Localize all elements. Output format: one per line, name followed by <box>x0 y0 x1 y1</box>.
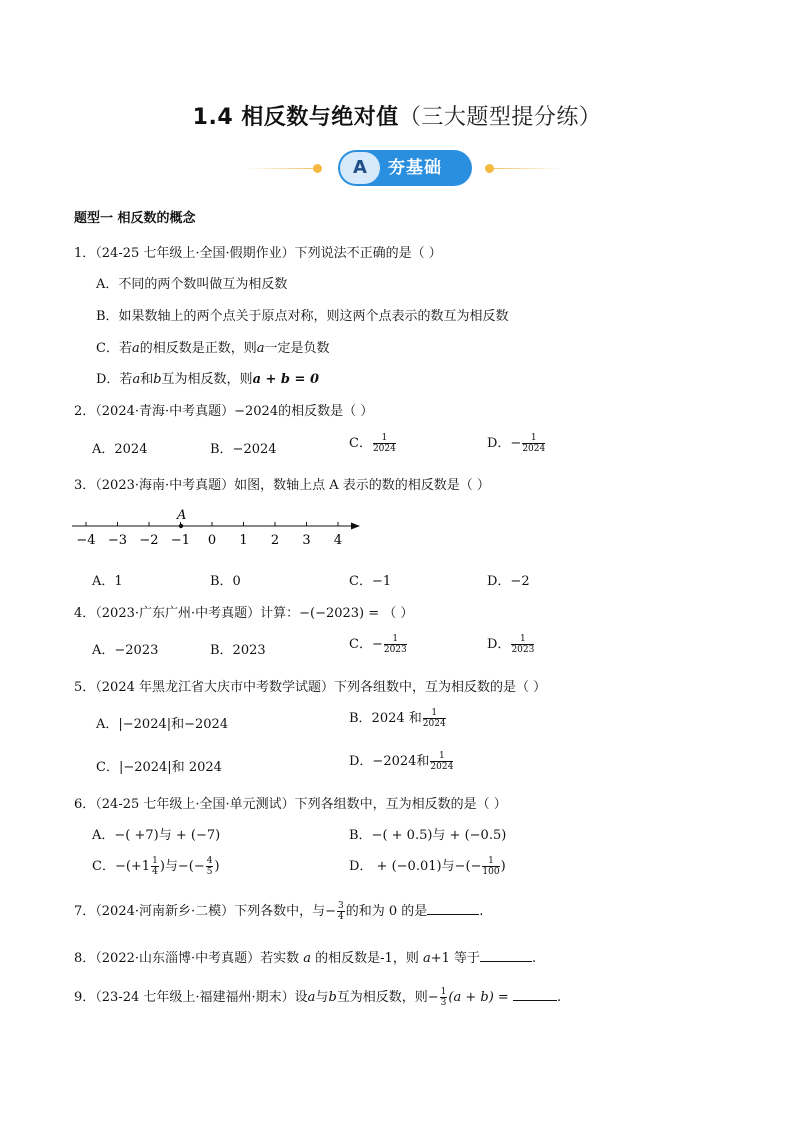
point-a-label: A <box>177 508 187 523</box>
question-7: 7．（2024·河南新乡·二模）下列各数中，与− $\frac{3}{4}$ 的和为 0 的是 . <box>74 901 484 922</box>
question-1-option-a: A．不同的两个数叫做互为相反数 <box>96 277 288 292</box>
question-6-option-b: B．−( + 0.5)与 + (−0.5) <box>349 828 507 843</box>
right-decoration-line <box>494 168 562 169</box>
number-line-tick-label: −1 <box>170 533 191 548</box>
question-8: 8．（2022·山东淄博·中考真题）若实数 a 的相反数是-1，则 a+1 等于 . <box>74 951 537 966</box>
number-line-tick-label: −2 <box>139 533 159 548</box>
right-decoration-dot <box>485 164 494 173</box>
question-2-option-a: A．2024 <box>92 442 148 457</box>
question-3-option-a: A．1 <box>92 574 123 589</box>
level-badge <box>338 150 472 186</box>
number-line-tick-label: −4 <box>76 533 96 548</box>
question-6-stem: 6．（24-25 七年级上·全国·单元测试）下列各组数中，互为相反数的是（ ） <box>74 797 507 812</box>
question-3-option-d: D．−2 <box>487 574 530 589</box>
number-line-tick-label: 4 <box>333 533 343 548</box>
number-line-tick-label: 0 <box>207 533 217 548</box>
number-line-arrow <box>351 523 360 530</box>
question-3-stem: 3．（2023·海南·中考真题）如图，数轴上点 A 表示的数的相反数是（ ） <box>74 478 490 493</box>
question-1-option-b: B．如果数轴上的两个点关于原点对称，则这两个点表示的数互为相反数 <box>96 309 509 324</box>
question-6-option-d: D． + (−0.01)与−(− $\frac{1}{100}$ ) <box>349 856 506 877</box>
question-6-option-a: A．−( +7)与 + (−7) <box>92 828 221 843</box>
question-3-option-b: B．0 <box>210 574 241 589</box>
question-2-option-b: B．−2024 <box>210 442 277 457</box>
section-heading: 题型一 相反数的概念 <box>74 211 196 226</box>
question-5-option-d: D．−2024和 $\frac{1}{2024}$ <box>349 751 454 772</box>
question-5-option-a: A．|−2024|和−2024 <box>96 717 229 732</box>
question-2-stem: 2．（2024·青海·中考真题）−2024的相反数是（ ） <box>74 404 374 419</box>
question-4-option-c: C．− $\frac{1}{2023}$ <box>349 634 407 655</box>
number-line <box>70 505 370 549</box>
question-5-option-c: C．|−2024|和 2024 <box>96 760 222 775</box>
point-a-dot <box>179 524 183 528</box>
question-2-option-d: D．− $\frac{1}{2024}$ <box>487 433 546 454</box>
question-5-option-b: B．2024 和 $\frac{1}{2024}$ <box>349 708 446 729</box>
answer-blank <box>427 902 479 915</box>
title-sub: （三大题型提分练） <box>398 105 602 130</box>
question-4-stem: 4．（2023·广东广州·中考真题）计算：−(−2023) = （ ） <box>74 606 414 621</box>
number-line-tick-label: 2 <box>270 533 280 548</box>
badge-text: 夯基础 <box>388 158 442 178</box>
left-decoration-line <box>245 168 313 169</box>
answer-blank <box>480 949 532 962</box>
number-line-tick-label: 1 <box>239 533 248 548</box>
question-3-option-c: C．−1 <box>349 574 392 589</box>
question-1-option-d: D．若a和b互为相反数，则a + b = 0 <box>96 372 320 387</box>
question-1-stem: 1．（24-25 七年级上·全国·假期作业）下列说法不正确的是（ ） <box>74 246 442 261</box>
question-4-option-b: B．2023 <box>210 643 266 658</box>
answer-blank <box>513 988 557 1001</box>
badge-letter: A <box>340 152 380 184</box>
question-4-option-d: D． $\frac{1}{2023}$ <box>487 634 535 655</box>
number-line-tick-label: −3 <box>107 533 128 548</box>
question-9: 9．（23-24 七年级上·福建福州·期末）设a与b互为相反数，则− $\frac{1}{3}$ (a + b) = . <box>74 987 562 1008</box>
question-5-stem: 5．（2024 年黑龙江省大庆市中考数学试题）下列各组数中，互为相反数的是（ ） <box>74 680 547 695</box>
page-title <box>0 100 794 131</box>
number-line-tick-label: 3 <box>302 533 311 548</box>
question-6-option-c: C．−(+1 $\frac{1}{4}$ )与−(− $\frac{4}{5}$ ) <box>92 856 220 877</box>
left-decoration-dot <box>313 164 322 173</box>
question-1-option-c: C．若a的相反数是正数，则a一定是负数 <box>96 341 330 356</box>
question-2-option-c: C． $\frac{1}{2024}$ <box>349 433 396 454</box>
section-badge-row <box>0 150 794 186</box>
question-4-option-a: A．−2023 <box>92 643 159 658</box>
title-main: 1.4 相反数与绝对值 <box>192 105 399 130</box>
